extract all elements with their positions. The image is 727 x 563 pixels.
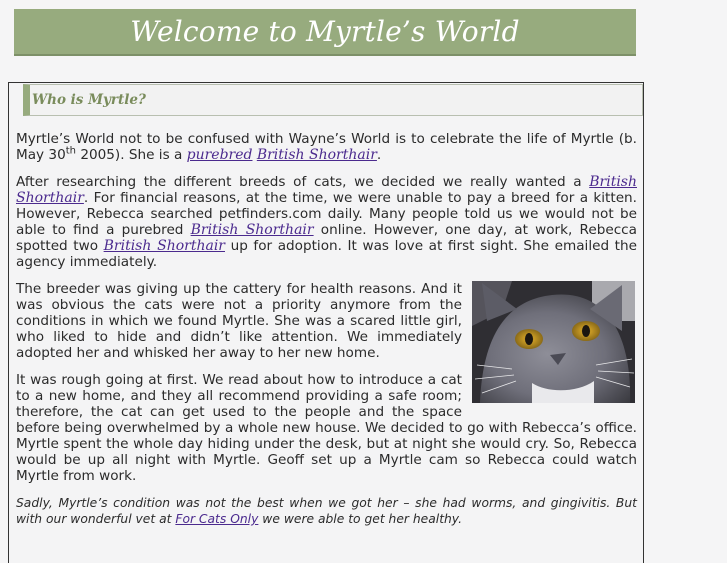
paragraph-adjustment: It was rough going at first. We read about how to introduce a cat to a new home, and they all recommend providing a safe room; therefore, the cat can get used to the people and the space before being overwhelmed by a whole new house. We decided to go with Rebecca’s office. Myrtle spent the whole day hiding under the desk, but at night she would cry. So, Rebecca would be up all night with Myrtle. Geoff set up a Myrtle cam so Rebecca could watch Myrtle from work. [16,372,637,484]
research-text-d: up for adoption. It was love at first sight. She emailed the agency immediately. [16,238,637,270]
intro-text-b: 2005). She is a [76,147,187,163]
section-heading: Who is Myrtle? [32,92,146,108]
paragraph-breeder: The breeder was giving up the cattery for health reasons. And it was obvious the cats were not a priority anymore from the conditions in which we found Myrtle. She was a scared little girl, who liked to hide and didn’t like attention. We immediately adopted her and whisked her away to her new home. [16,281,462,361]
site-title: Welcome to Myrtle’s World [130,15,520,48]
article-body [16,131,637,538]
research-text-b: . For financial reasons, at the time, we were unable to pay a breed for a kitten. However, Rebecca searched petfinders.com daily. Many people told us we would not be able to find a purebred [16,190,637,238]
section-header [23,84,643,116]
cat-photo [472,281,635,403]
health-text-b: we were able to get her healthy. [258,512,463,526]
shorthair-link-part: Shorthair [16,190,84,206]
research-text-c: online. However, one day, at work, Rebecca spotted two [16,222,637,254]
british-shorthair-link[interactable]: British Shorthair [256,147,377,163]
british-shorthair-link[interactable]: British Shorthair [103,238,225,254]
main-content [8,82,644,563]
date-superscript: th [65,145,76,157]
british-shorthair-link[interactable]: British Shorthair [190,222,314,238]
intro-text-a: Myrtle’s World not to be confused with Wayne’s World is to celebrate the life of Myrtle (b. May 30 [16,131,637,163]
paragraph-health [16,495,637,527]
paragraph-intro [16,131,637,163]
research-text-a: After researching the different breeds of cats, we decided we really wanted a [16,174,590,190]
intro-text-d: . [376,147,382,163]
british-link-part: British [589,174,637,190]
paragraph-research [16,174,637,270]
health-text-a: Sadly, Myrtle’s condition was not the best when we got her – she had worms, and gingivitis. But with our wonderful vet at [16,496,637,526]
for-cats-only-link[interactable]: For Cats Only [175,512,259,526]
purebred-link[interactable]: purebred [186,147,253,163]
site-banner [14,9,636,56]
